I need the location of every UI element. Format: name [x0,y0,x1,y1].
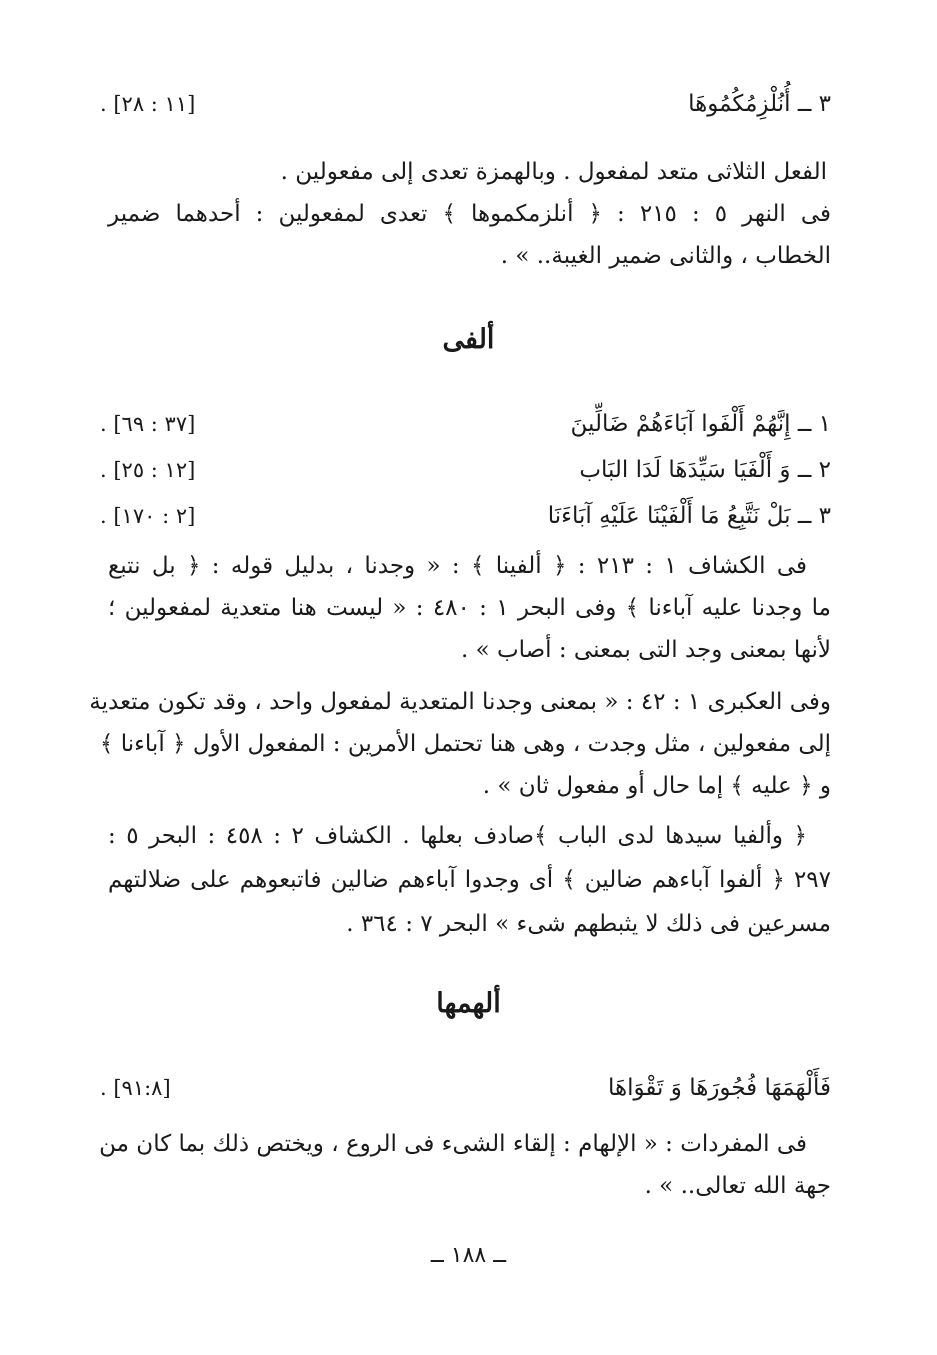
verse-reference: [٢ : ١٧٠] . [100,504,196,528]
commentary-line: ما وجدنا عليه آباءنا ﴾ وفى البحر ١ : ٤٨٠ : « ليست هنا متعدية لمفعولين ؛ [108,595,831,621]
commentary-line: الخطاب ، والثانى ضمير الغيبة.. » . [500,243,831,269]
commentary-line: ٢٩٧ ﴿ ألفوا آباءهم ضالين ﴾ أى وجدوا آباءهم ضالين فاتبعوهم على ضلالتهم [108,867,831,893]
commentary-line: لأنها بمعنى وجد التى بمعنى : أصاب » . [460,637,831,663]
commentary-line: فى المفردات : « الإلهام : إلقاء الشىء فى الروع ، ويختص ذلك بما كان من [99,1131,807,1157]
verse-text: ٣ ــ بَلْ نَتَّبِعُ مَا أَلْفَيْنَا عَلَيْهِ آبَاءَنَا [547,503,831,529]
verse-line [100,404,831,444]
verse-reference: [٩١:٨] . [100,1076,171,1100]
commentary-line: فى النهر ٥ : ٢١٥ : ﴿ أنلزمكموها ﴾ تعدى لمفعولين : أحدهما ضمير [108,201,832,227]
verse-reference: [١٢ : ٢٥] . [100,458,196,482]
commentary-line: ﴿ وألفيا سيدها لدى الباب ﴾صادف بعلها . الكشاف ٢ : ٤٥٨ : البحر ٥ : [108,823,808,849]
commentary-line: و ﴿ عليه ﴾ إما حال أو مفعول ثان » . [482,773,831,799]
commentary-line: إلى مفعولين ، مثل وجدت ، وهى هنا تحتمل الأمرين : المفعول الأول ﴿ آباءنا ﴾ [99,731,831,757]
commentary-line: وفى العكبرى ١ : ٤٢ : « بمعنى وجدنا المتعدية لمفعول واحد ، وقد تكون متعدية [89,689,831,715]
verse-line [100,1068,831,1108]
section-heading: ألهمها [436,988,501,1019]
section-heading: ألفى [442,324,495,355]
commentary-line: الفعل الثلاثى متعد لمفعول . وبالهمزة تعدى إلى مفعولين . [280,159,827,185]
verse-reference: [٣٧ : ٦٩] . [100,412,196,436]
verse-text: ٣ ــ أُنُلْزِمُكُمُوهَا [688,91,831,117]
page-number: ــ ١٨٨ ــ [430,1243,507,1268]
verse-text: ١ ــ إِنَّهُمْ أَلْفَوا آبَاءَهُمْ ضَالِّينَ [570,411,831,437]
verse-reference: [١١ : ٢٨] . [100,92,196,116]
commentary-line: مسرعين فى ذلك لا يثبطهم شىء » البحر ٧ : ٣٦٤ . [346,911,831,937]
verse-line [100,450,831,490]
commentary-line: جهة الله تعالى.. » . [644,1173,831,1199]
commentary-line: فى الكشاف ١ : ٢١٣ : ﴿ ألفينا ﴾ : « وجدنا ، بدليل قوله : ﴿ بل نتبع [108,553,807,579]
verse-line [100,84,831,124]
verse-text: فَأَلْهَمَهَا فُجُورَهَا وَ تَقْوَاهَا [608,1075,831,1101]
verse-line [100,496,831,536]
verse-text: ٢ ــ وَ أَلْفَيَا سَيِّدَهَا لَدَا البَاب [579,457,831,483]
